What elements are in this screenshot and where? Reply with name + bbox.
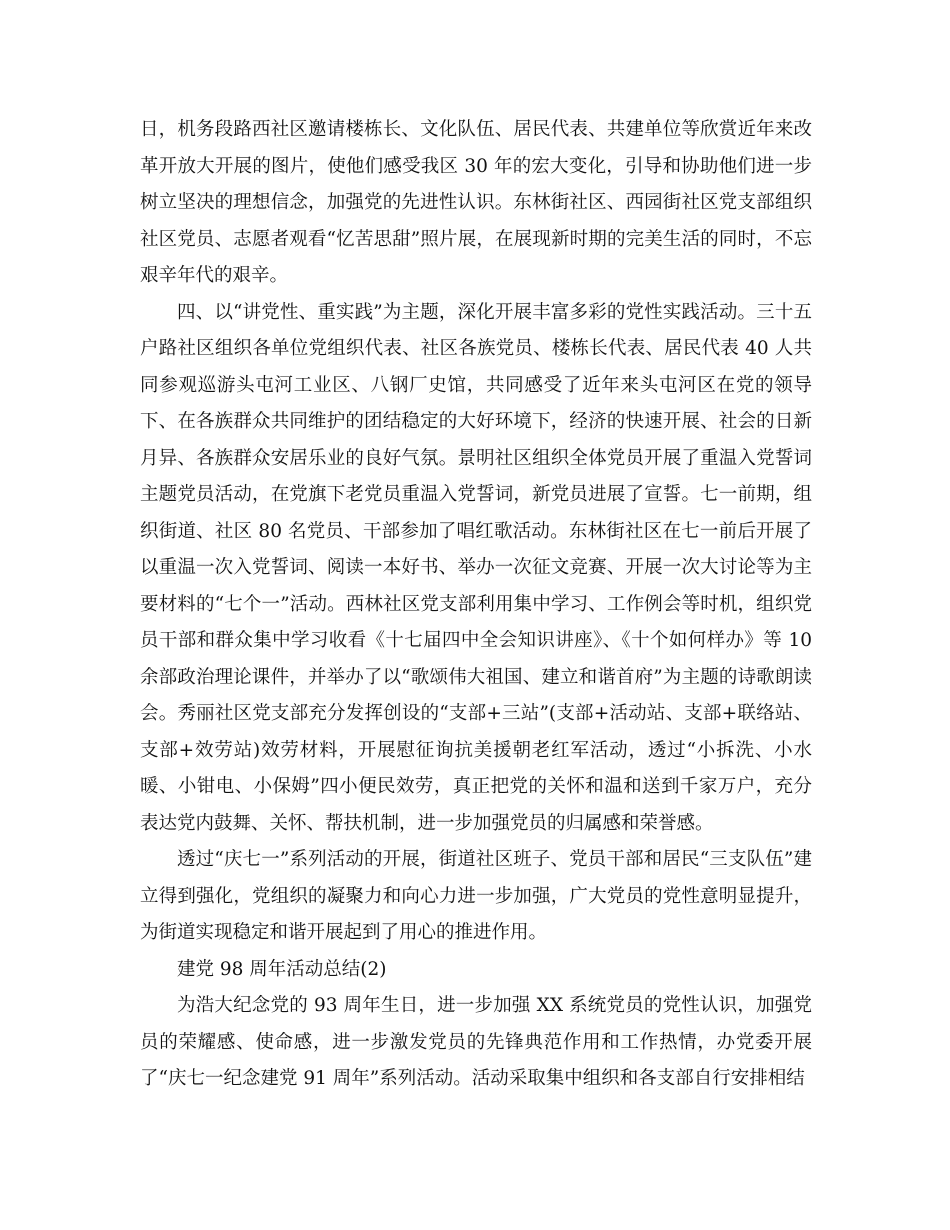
paragraph-summary: 透过“庆七一”系列活动的开展，街道社区班子、党员干部和居民“三支队伍”建立得到强化，党组织的凝聚力和向心力进一步加强，广大党员的党性意明显提升，为街道实现稳定和谐开展起到了用心的推进作用。 [140, 849, 812, 943]
paragraph-continuation: 日，机务段路西社区邀请楼栋长、文化队伍、居民代表、共建单位等欣赏近年来改革开放大开展的图片，使他们感受我区 30 年的宏大变化，引导和协助他们进一步树立坚决的理想信念，加强党的先进性认识。东林街社区、西园街社区党支部组织社区党员、志愿者观看“忆苦思甜”照片展，在展现新时期的完美生活的同时，不忘艰辛年代的艰辛。 [140, 119, 812, 286]
paragraph-section-four: 四、以“讲党性、重实践”为主题，深化开展丰富多彩的党性实践活动。三十五户路社区组织各单位党组织代表、社区各族党员、楼栋长代表、居民代表 40 人共同参观巡游头屯河工业区、八钢厂史馆，共同感受了近年来头屯河区在党的领导下、在各族群众共同维护的团结稳定的大好环境下，经济的快速开展、社会的日新月异、各族群众安居乐业的良好气氛。景明社区组织全体党员开展了重温入党誓词主题党员活动，在党旗下老党员重温入党誓词，新党员进展了宣誓。七一前期，组织街道、社区 80 名党员、干部参加了唱红歌活动。东林街社区在七一前后开展了以重温一次入党誓词、阅读一本好书、举办一次征文竞赛、开展一次大讨论等为主要材料的“七个一”活动。西林社区党支部利用集中学习、工作例会等时机，组织党员干部和群众集中学习收看《十七届四中全会知识讲座》、《十个如何样办》等 10 余部政治理论课件，并举办了以“歌颂伟大祖国、建立和谐首府”为主题的诗歌朗读会。秀丽社区党支部充分发挥创设的“支部+三站”(支部+活动站、支部+联络站、支部+效劳站)效劳材料，开展慰征询抗美援朝老红军活动，透过“小拆洗、小水暖、小钳电、小保姆”四小便民效劳，真正把党的关怀和温和送到千家万户，充分表达党内鼓舞、关怀、帮扶机制，进一步加强党员的归属感和荣誉感。 [140, 301, 812, 834]
paragraph-intro-second-summary: 为浩大纪念党的 93 周年生日，进一步加强 XX 系统党员的党性认识，加强党员的荣耀感、使命感，进一步激发党员的先锋典范作用和工作热情，办党委开展了“庆七一纪念建党 91 周年”系列活动。活动采取集中组织和各支部自行安排相结 [140, 995, 812, 1089]
document-page [140, 112, 812, 1098]
section-heading: 建党 98 周年活动总结(2) [177, 958, 387, 980]
